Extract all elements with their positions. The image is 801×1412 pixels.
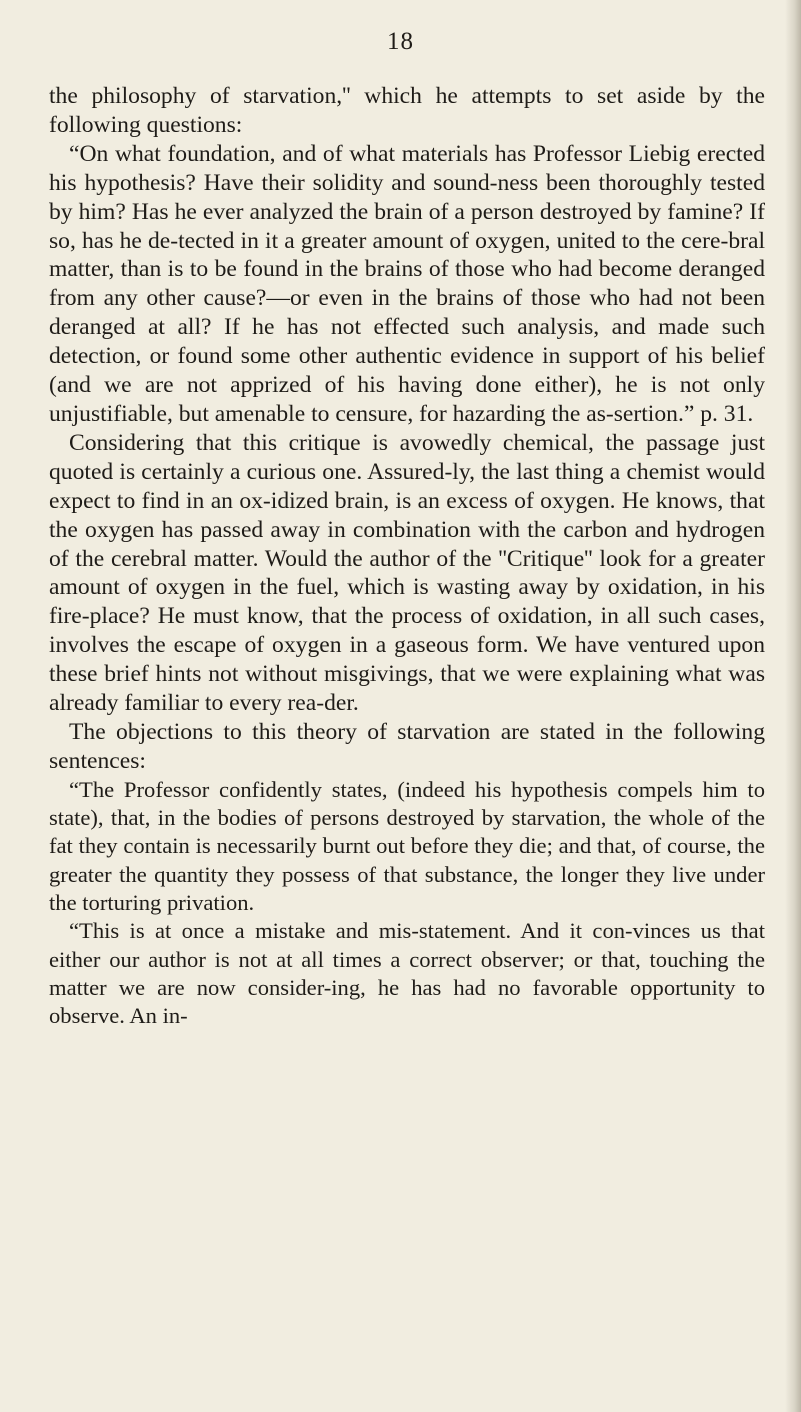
page-number: 18 xyxy=(387,28,414,55)
paragraph-quote-professor: “The Professor confidently states, (indeed his hypothesis compels him to state), that, in the bodies of persons destroyed by starvation, the whole of the fat they contain is necessarily burnt out before they die; and that, of course, the greater the quantity they possess of that substance, the longer they live under the torturing privation. xyxy=(49,776,765,915)
paragraph-continuation: the philosophy of starvation,'' which he attempts to set aside by the following questions: xyxy=(49,83,765,138)
paragraph-objections-intro: The objections to this theory of starvation are stated in the following sentences: xyxy=(49,718,765,774)
page-edge-shadow xyxy=(785,0,801,1412)
paragraph-quote-mistake: “This is at once a mistake and mis-statement. And it con-vinces us that either our author is not at all times a correct observer; or that, touching the matter we are now consider-ing, he has had no favorable opportunity to observe. An in- xyxy=(49,918,765,1029)
paragraph-commentary: Considering that this critique is avowedly chemical, the passage just quoted is certainly a curious one. Assured-ly, the last thing a chemist would expect to find in an ox-idized brain, is an excess of oxygen. He knows, that the oxygen has passed away in combination with the carbon and hydrogen of the cerebral matter. Would the author of the ''Critique'' look for a greater amount of oxygen in the fuel, which is wasting away by oxidation, in his fire-place? He must know, that the process of oxidation, in all such cases, involves the escape of oxygen in a gaseous form. We have ventured upon these brief hints not without misgivings, that we were explaining what was already familiar to every rea-der. xyxy=(49,429,765,717)
body-text xyxy=(49,82,765,1030)
paragraph-quote-questions: “On what foundation, and of what materials has Professor Liebig erected his hypothesis? Have their solidity and sound-ness been thoroughly tested by him? Has he ever analyzed the brain of a person destroyed by famine? If so, has he de-tected in it a greater amount of oxygen, united to the cere-bral matter, than is to be found in the brains of those who had become deranged from any other cause?—or even in the brains of those who had not been deranged at all? If he has not effected such analysis, and made such detection, or found some other authentic evidence in support of his belief (and we are not apprized of his having done either), he is not only unjustifiable, but amenable to censure, for hazarding the as-sertion.” p. 31. xyxy=(49,140,765,427)
